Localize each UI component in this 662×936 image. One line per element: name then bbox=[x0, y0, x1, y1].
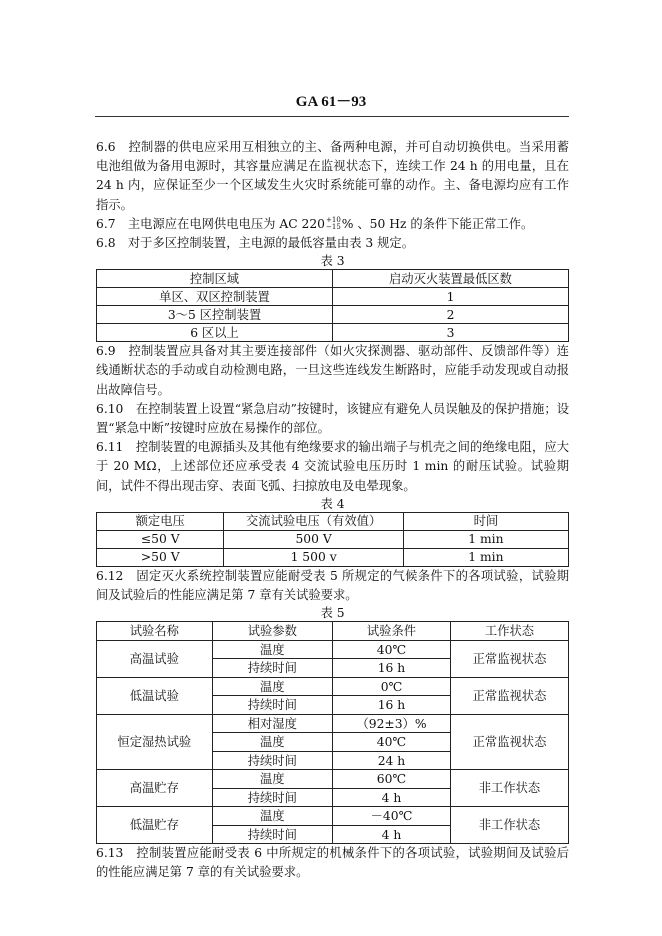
table-cell: 16 h bbox=[332, 659, 450, 678]
table-row bbox=[97, 807, 569, 826]
table-cell: 持续时间 bbox=[212, 825, 332, 844]
table-3 bbox=[96, 269, 569, 342]
section-6-13: 6.13 控制装置应能耐受表 6 中所规定的机械条件下的各项试验，试验期间及试验后的性能应满足第 7 章的有关试验要求。 bbox=[96, 846, 569, 880]
table-cell: ≤50 V bbox=[97, 530, 224, 548]
work-state-cell: 正常监视状态 bbox=[450, 640, 568, 677]
section-6-11: 6.11 控制装置的电源插头及其他有绝缘要求的输出端子与机壳之间的绝缘电阻，应大于 20 MΩ，上述部位还应承受表 4 交流试验电压历时 1 min 的耐压试验。试验期间，试件不得出现击穿、表面飞弧、扫掠放电及电晕现象。 bbox=[96, 440, 569, 493]
test-name-cell: 高温贮存 bbox=[97, 770, 213, 807]
table-header-cell: 控制区域 bbox=[97, 270, 333, 288]
section-6-7-text-b: % 、50 Hz 的条件下能正常工作。 bbox=[341, 216, 534, 231]
table-cell: 温度 bbox=[212, 677, 332, 696]
table-cell: 3 bbox=[333, 324, 569, 342]
voltage-tolerance bbox=[326, 217, 341, 231]
table-cell: 2 bbox=[333, 306, 569, 324]
work-state-cell: 正常监视状态 bbox=[450, 677, 568, 714]
table-cell: 1 bbox=[333, 288, 569, 306]
tolerance-lower: −15 bbox=[326, 223, 341, 232]
table-4 bbox=[96, 512, 569, 567]
table-cell: 24 h bbox=[332, 751, 450, 770]
table-3-caption: 表 3 bbox=[320, 254, 345, 269]
table-header-row bbox=[97, 270, 569, 288]
table-cell: 16 h bbox=[332, 696, 450, 715]
table-cell: 4 h bbox=[332, 825, 450, 844]
document-body bbox=[96, 138, 569, 883]
table-cell: 温度 bbox=[212, 640, 332, 659]
table-header-cell: 时间 bbox=[403, 512, 568, 530]
tolerance-upper: +10 bbox=[326, 216, 341, 225]
test-name-cell: 低温贮存 bbox=[97, 807, 213, 844]
table-header-row bbox=[97, 622, 569, 641]
table-cell: 40℃ bbox=[332, 640, 450, 659]
table-cell: 60℃ bbox=[332, 770, 450, 789]
table-row bbox=[97, 677, 569, 696]
test-name-cell: 低温试验 bbox=[97, 677, 213, 714]
table-cell: 相对湿度 bbox=[212, 714, 332, 733]
section-6-8: 6.8 对于多区控制装置，主电源的最低容量由表 3 规定。 bbox=[96, 236, 415, 251]
table-5 bbox=[96, 621, 569, 844]
table-cell: 持续时间 bbox=[212, 788, 332, 807]
section-6-9: 6.9 控制装置应具备对其主要连接部件（如火灾探测器、驱动部件、反馈部件等）连线通断状态的手动或自动检测电路，一旦这些连线发生断路时，应能手动发现或自动报出故障信号。 bbox=[96, 344, 569, 397]
table-cell: （92±3）% bbox=[332, 714, 450, 733]
header-rule bbox=[95, 116, 569, 117]
work-state-cell: 非工作状态 bbox=[450, 807, 568, 844]
table-cell: 温度 bbox=[212, 807, 332, 826]
table-header-cell: 试验条件 bbox=[332, 622, 450, 641]
document-code: GA 61－93 bbox=[295, 94, 367, 110]
table-cell: 3～5 区控制装置 bbox=[97, 306, 333, 324]
table-header-cell: 启动灭火装置最低区数 bbox=[333, 270, 569, 288]
table-row bbox=[97, 530, 569, 548]
table-cell: 持续时间 bbox=[212, 751, 332, 770]
section-6-6: 6.6 控制器的供电应采用互相独立的主、备两种电源，并可自动切换供电。当采用蓄电池组做为备用电源时，其容量应满足在监视状态下，连续工作 24 h 的用电量，且在 24 h 内，应保证至少一个区域发生火灾时系统能可靠的动作。主、备电源均应有工作指示。 bbox=[96, 140, 569, 212]
section-6-12: 6.12 固定灭火系统控制装置应能耐受表 5 所规定的气候条件下的各项试验，试验期间及试验后的性能应满足第 7 章有关试验要求。 bbox=[96, 568, 569, 603]
table-header-cell: 工作状态 bbox=[450, 622, 568, 641]
work-state-cell: 正常监视状态 bbox=[450, 714, 568, 770]
table-cell: 0℃ bbox=[332, 677, 450, 696]
table-cell: 温度 bbox=[212, 733, 332, 752]
table-header-cell: 额定电压 bbox=[97, 512, 224, 530]
table-cell: 持续时间 bbox=[212, 696, 332, 715]
table-cell: 持续时间 bbox=[212, 659, 332, 678]
table-row bbox=[97, 770, 569, 789]
table-cell: 温度 bbox=[212, 770, 332, 789]
table-4-caption: 表 4 bbox=[320, 496, 345, 511]
table-cell: 500 V bbox=[224, 530, 403, 548]
table-row bbox=[97, 640, 569, 659]
table-header-row bbox=[97, 512, 569, 530]
table-cell: 1 500 v bbox=[224, 548, 403, 566]
table-cell: 4 h bbox=[332, 788, 450, 807]
test-name-cell: 高温试验 bbox=[97, 640, 213, 677]
test-name-cell: 恒定湿热试验 bbox=[97, 714, 213, 770]
section-6-7 bbox=[96, 215, 569, 234]
table-header-cell: 交流试验电压（有效值） bbox=[224, 512, 403, 530]
section-6-10: 6.10 在控制装置上设置“紧急启动”按键时，该键应有避免人员误触及的保护措施；设置“紧急中断”按键时应放在易操作的部位。 bbox=[96, 401, 569, 436]
table-cell: －40℃ bbox=[332, 807, 450, 826]
table-cell: 单区、双区控制装置 bbox=[97, 288, 333, 306]
table-row bbox=[97, 714, 569, 733]
table-row bbox=[97, 288, 569, 306]
section-6-7-text-a: 6.7 主电源应在电网供电电压为 AC 220 bbox=[96, 216, 325, 231]
table-row bbox=[97, 306, 569, 324]
table-cell: 6 区以上 bbox=[97, 324, 333, 342]
table-cell: 40℃ bbox=[332, 733, 450, 752]
table-cell: 1 min bbox=[403, 548, 568, 566]
table-cell: 1 min bbox=[403, 530, 568, 548]
table-5-caption: 表 5 bbox=[320, 606, 345, 621]
table-header-cell: 试验名称 bbox=[97, 622, 213, 641]
table-row bbox=[97, 548, 569, 566]
table-cell: >50 V bbox=[97, 548, 224, 566]
table-row bbox=[97, 324, 569, 342]
table-header-cell: 试验参数 bbox=[212, 622, 332, 641]
work-state-cell: 非工作状态 bbox=[450, 770, 568, 807]
